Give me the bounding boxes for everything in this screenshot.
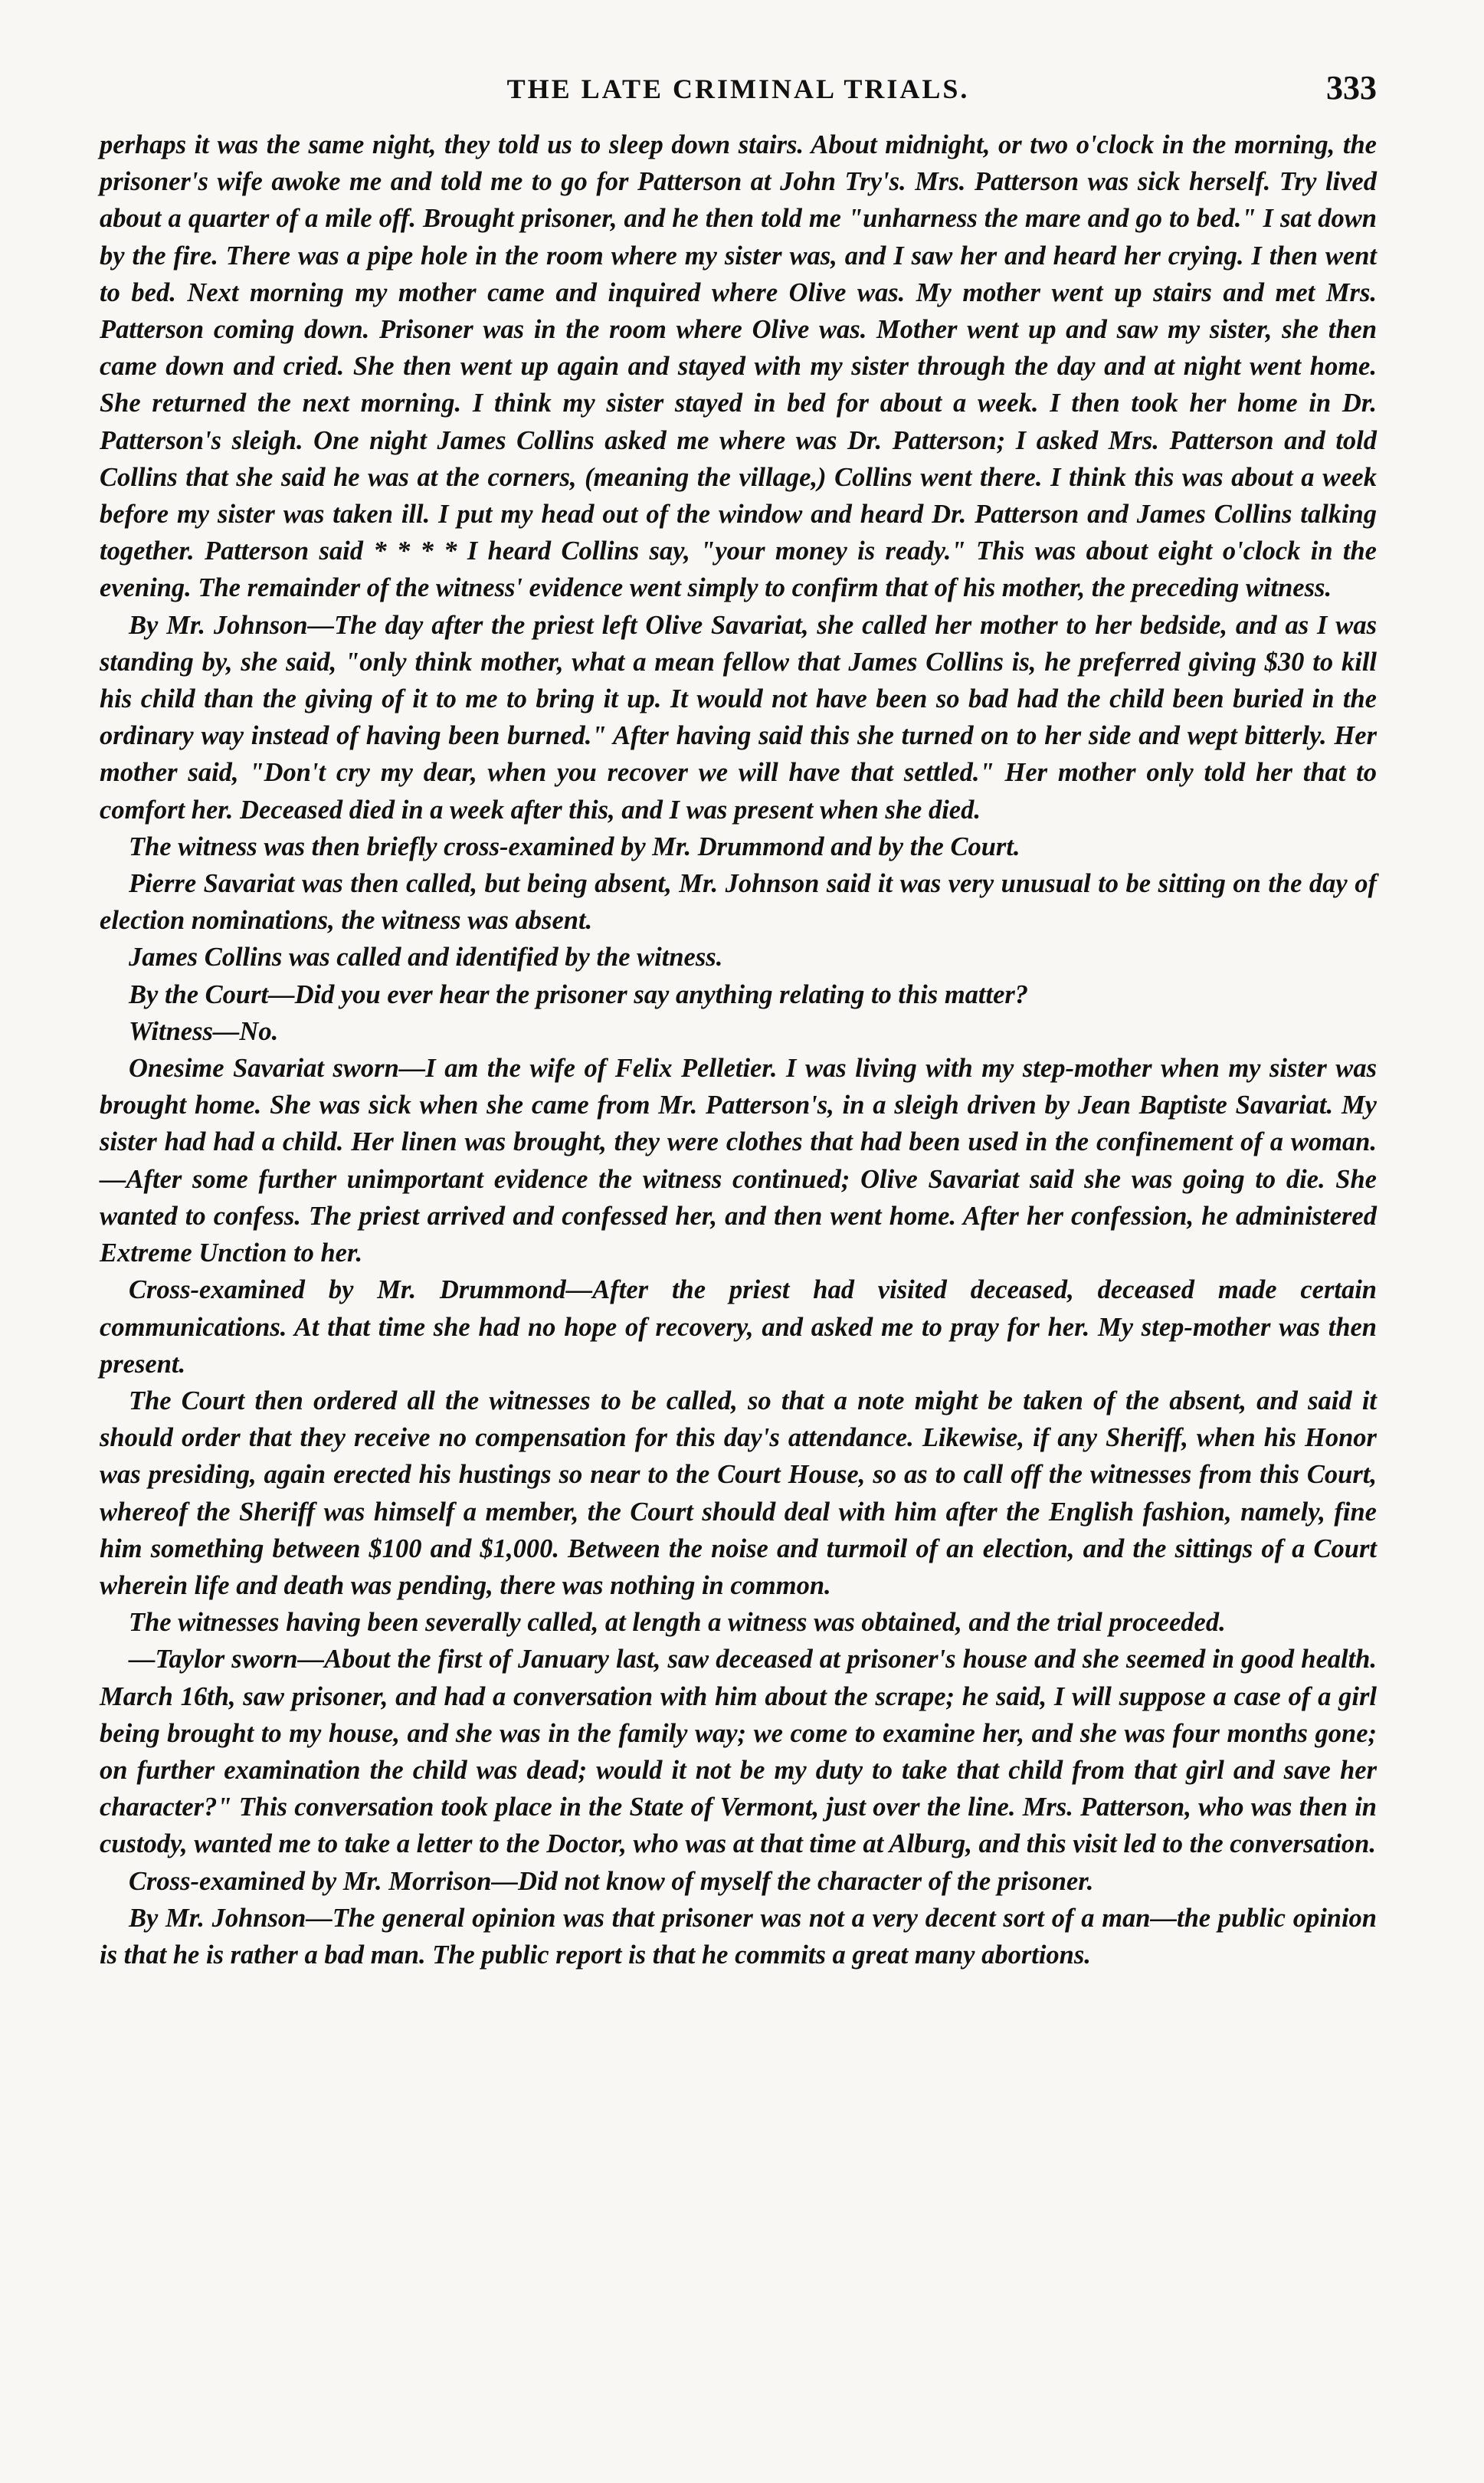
paragraph: By Mr. Johnson—The general opinion was that prisoner was not a very decent sort of a man—the public opinion is that he is rather a bad man. The public report is that he commits a great many abortions. [100, 1903, 1377, 1970]
paragraph: The witnesses having been severally called, at length a witness was obtained, and the trial proceeded. [129, 1608, 1226, 1638]
paragraph: By Mr. Johnson—The day after the priest left Olive Savariat, she called her mother to her bedside, and as I was standing by, she said, "only think mother, what a mean fellow that James Collins is, he preferred giving $30 to kill his child than the giving of it to me to bring it up. It would not have been so bad had the child been buried in the ordinary way instead of having been burned." After having said this she turned on to her side and wept bitterly. Her mother said, "Don't cry my dear, when you recover we will have that settled." Her mother only told her that to comfort her. Deceased died in a week after this, and I was present when she died. [100, 610, 1377, 825]
paragraph: James Collins was called and identified by the witness. [129, 943, 723, 973]
paragraph: perhaps it was the same night, they told us to sleep down stairs. About midnight, or two o'clock in the morning, the prisoner's wife awoke me and told me to go for Patterson at John Try's. Mrs. Patterson was sick herself. Try lived about a quarter of a mile off. Brought prisoner, and he then told me "unharness the mare and go to bed." I sat down by the fire. There was a pipe hole in the room where my sister was, and I saw her and heard her crying. I then went to bed. Next morning my mother came and inquired where Olive was. My mother went up stairs and met Mrs. Patterson coming down. Prisoner was in the room where Olive was. Mother went up and saw my sister, she then came down and cried. She then went up again and stayed with my sister through the day and at night went home. She returned the next morning. I think my sister stayed in bed for about a week. I then took her home in Dr. Patterson's sleigh. One night James Collins asked me where was Dr. Patterson; I asked Mrs. Patterson and told Collins that she said he was at the corners, (meaning the village,) Collins went there. I think this was about a week before my sister was taken ill. I put my head out of the window and heard Dr. Patterson and James Collins talking together. Patterson said * * * * I heard Collins say, "your money is ready." This was about eight o'clock in the evening. The remainder of the witness' evidence went simply to confirm that of his mother, the preceding witness. [100, 130, 1377, 603]
paragraph: Witness—No. [129, 1016, 279, 1046]
running-title: THE LATE CRIMINAL TRIALS. [506, 74, 970, 104]
running-head [100, 69, 1377, 126]
paragraph: Onesime Savariat sworn—I am the wife of Felix Pelletier. I was living with my step-mother when my sister was brought home. She was sick when she came from Mr. Patterson's, in a sleigh driven by Jean Baptiste Savariat. My sister had had a child. Her linen was brought, they were clothes that had been used in the confinement of a woman.—After some further unimportant evidence the witness continued; Olive Savariat said she was going to die. She wanted to confess. The priest arrived and confessed her, and then went home. After her confession, he administered Extreme Unction to her. [100, 1054, 1377, 1268]
paragraph: The witness was then briefly cross-examined by Mr. Drummond and by the Court. [129, 831, 1020, 861]
paragraph: The Court then ordered all the witnesses to be called, so that a note might be taken of the absent, and said it should order that they receive no compensation for this day's attendance. Likewise, if any Sheriff, when his Honor was presiding, again erected his hustings so near to the Court House, so as to call off the witnesses from this Court, whereof the Sheriff was himself a member, the Court should deal with him after the English fashion, namely, fine him something between $100 and $1,000. Between the noise and turmoil of an election, and the sittings of a Court wherein life and death was pending, there was nothing in common. [100, 1386, 1377, 1600]
paragraph: —Taylor sworn—About the first of January last, saw deceased at prisoner's house and she seemed in good health. March 16th, saw prisoner, and had a conversation with him about the scrape; he said, I will suppose a case of a girl being brought to my house, and she was in the family way; we come to examine her, and she was four months gone; on further examination the child was dead; would it not be my duty to take that child from that girl and save her character?" This conversation took place in the State of Vermont, just over the line. Mrs. Patterson, who was then in custody, wanted me to take a letter to the Doctor, who was at that time at Alburg, and this visit led to the conversation. [100, 1645, 1377, 1859]
paragraph: Cross-examined by Mr. Drummond—After the priest had visited deceased, deceased made certain communications. At that time she had no hope of recovery, and asked me to pray for her. My step-mother was then present. [100, 1275, 1377, 1379]
paragraph: By the Court—Did you ever hear the prisoner say anything relating to this matter? [129, 979, 1029, 1009]
paragraph: Pierre Savariat was then called, but being absent, Mr. Johnson said it was very unusual to be sitting on the day of election nominations, the witness was absent. [100, 869, 1377, 936]
page-number: 333 [1326, 69, 1377, 107]
body-text [100, 126, 1377, 1973]
paragraph: Cross-examined by Mr. Morrison—Did not know of myself the character of the prisoner. [129, 1866, 1094, 1896]
